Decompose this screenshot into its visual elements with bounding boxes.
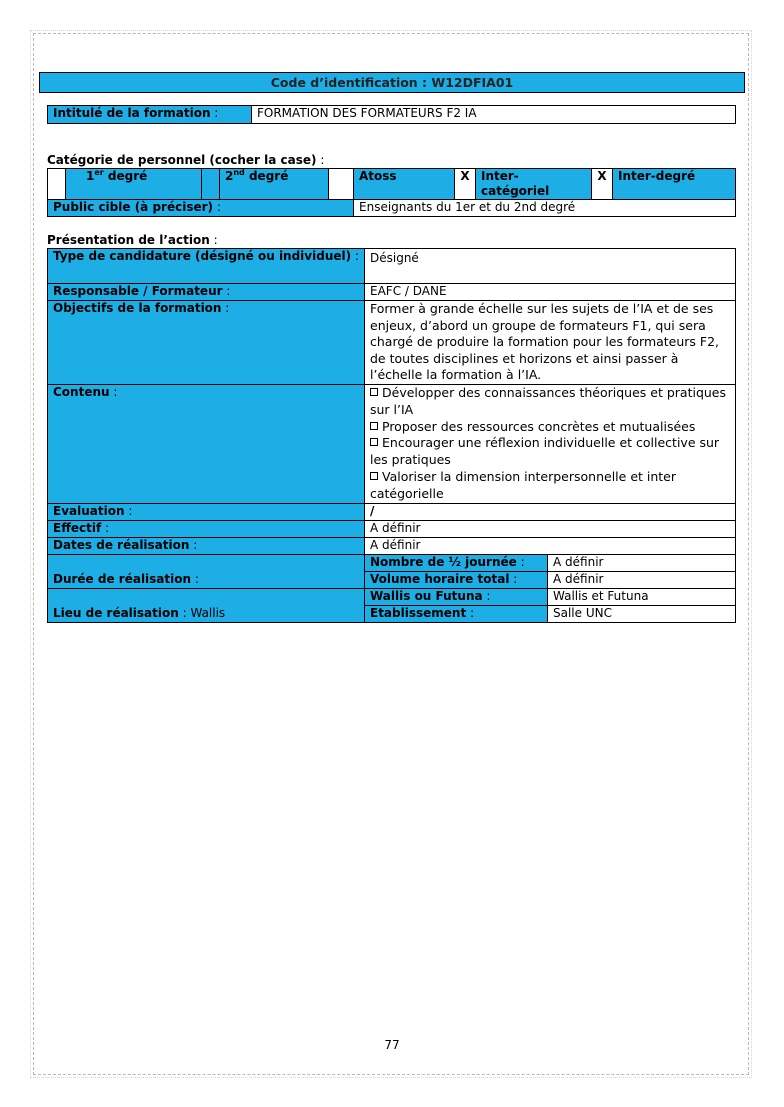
nombre-demi-journee-label: Nombre de ½ journée [370, 554, 517, 569]
presentation-title-colon: : [209, 233, 218, 247]
formation-title-table [47, 105, 736, 124]
option-2-base: 2 [225, 169, 234, 183]
nombre-demi-journee-value: A définir [548, 554, 736, 571]
checkbox-1er-degre[interactable] [48, 169, 66, 200]
objectifs-label-cell [48, 301, 365, 385]
lieu-colon: : [178, 605, 187, 620]
type-candidature-label: Type de candidature (désigné ou individuel) [53, 249, 352, 263]
evaluation-label-cell [48, 503, 365, 520]
formation-colon: : [210, 106, 219, 120]
identification-code-bar [39, 72, 745, 93]
public-cible-colon: : [213, 200, 221, 214]
volume-horaire-label-cell [365, 571, 548, 588]
objectifs-value: Former à grande échelle sur les sujets de l’IA et de ses enjeux, d’abord un groupe de formateurs F1, qui sera chargé de produire la formation pour les formateurs F2, de toutes disciplines et horizons et ainsi passer à l’échelle la formation à l’IA. [365, 301, 736, 385]
nombre-demi-journee-label-cell [365, 554, 548, 571]
duree-colon: : [191, 571, 199, 586]
contenu-item [370, 385, 730, 419]
evaluation-colon: : [124, 503, 133, 518]
contenu-list [365, 385, 736, 504]
option-inter-degre: Inter-degré [613, 169, 736, 200]
evaluation-label: Evaluation [53, 503, 125, 518]
volume-horaire-value: A définir [548, 571, 736, 588]
option-2-rest: degré [244, 169, 289, 183]
contenu-item [370, 435, 730, 469]
option-1-rest: degré [103, 169, 148, 183]
option-1er-degre [66, 169, 202, 200]
presentation-table [47, 248, 736, 623]
page-number: 77 [384, 1038, 400, 1052]
contenu-label: Contenu [53, 385, 110, 399]
volume-horaire-colon: : [509, 571, 518, 586]
contenu-item-text: Encourager une réflexion individuelle et collective sur les pratiques [370, 435, 720, 468]
option-2-sup: nd [233, 168, 245, 177]
effectif-value: A définir [365, 520, 736, 537]
dates-label-cell [48, 537, 365, 554]
public-cible-label-cell [48, 200, 354, 217]
etablissement-value: Salle UNC [548, 605, 736, 622]
presentation-title-text: Présentation de l’action [47, 233, 210, 247]
categorie-title [47, 153, 324, 167]
square-bullet-icon [370, 388, 378, 396]
dates-value: A définir [365, 537, 736, 554]
volume-horaire-label: Volume horaire total [370, 571, 510, 586]
formation-label: Intitulé de la formation [53, 106, 211, 120]
lieu-value: Wallis [186, 605, 226, 620]
formation-value: FORMATION DES FORMATEURS F2 IA [252, 106, 736, 124]
effectif-colon: : [101, 520, 110, 535]
code-label: Code d’identification : [270, 75, 428, 90]
contenu-colon: : [109, 385, 118, 399]
categorie-title-text: Catégorie de personnel (cocher la case) [47, 153, 317, 167]
responsable-label-cell [48, 284, 365, 301]
etablissement-colon: : [466, 605, 475, 620]
wallis-futuna-colon: : [482, 588, 491, 603]
responsable-colon: : [222, 284, 231, 298]
contenu-item-text: Proposer des ressources concrètes et mutualisées [382, 418, 696, 434]
dates-colon: : [189, 537, 198, 552]
checkbox-atoss[interactable] [329, 169, 354, 200]
wallis-futuna-label: Wallis ou Futuna [370, 588, 483, 603]
contenu-item-text: Développer des connaissances théoriques et pratiques sur l’IA [370, 385, 727, 417]
option-1-sup: er [94, 168, 104, 177]
public-cible-label: Public cible (à préciser) [53, 200, 214, 214]
square-bullet-icon [370, 472, 378, 480]
wallis-futuna-value: Wallis et Futuna [548, 588, 736, 605]
option-1-base: 1 [86, 169, 95, 183]
checkbox-2nd-degre[interactable] [202, 169, 220, 200]
effectif-label: Effectif [53, 520, 102, 535]
objectifs-colon: : [221, 301, 230, 315]
contenu-item-text: Valoriser la dimension interpersonnelle et inter catégorielle [370, 468, 677, 501]
option-inter-categoriel: Inter-catégoriel [476, 169, 592, 200]
dates-label: Dates de réalisation [53, 537, 190, 552]
type-candidature-value: Désigné [365, 249, 736, 284]
public-cible-value: Enseignants du 1er et du 2nd degré [354, 200, 736, 217]
formation-label-cell [48, 106, 252, 124]
objectifs-label: Objectifs de la formation [53, 301, 222, 315]
type-candidature-colon: : [351, 249, 359, 263]
duree-label: Durée de réalisation [53, 571, 192, 586]
lieu-label: Lieu de réalisation [53, 605, 179, 620]
responsable-value: EAFC / DANE [365, 284, 736, 301]
lieu-label-cell [48, 588, 365, 622]
evaluation-value: / [365, 503, 736, 520]
square-bullet-icon [370, 422, 378, 430]
checkbox-inter-categoriel[interactable]: X [455, 169, 476, 200]
contenu-item [370, 469, 730, 503]
contenu-label-cell [48, 385, 365, 504]
wallis-futuna-label-cell [365, 588, 548, 605]
categorie-table [47, 168, 736, 217]
effectif-label-cell [48, 520, 365, 537]
square-bullet-icon [370, 438, 378, 446]
checkbox-inter-degre[interactable]: X [592, 169, 613, 200]
etablissement-label-cell [365, 605, 548, 622]
code-value: W12DFIA01 [431, 75, 514, 90]
contenu-item [370, 419, 730, 436]
duree-label-cell [48, 554, 365, 588]
nombre-demi-journee-colon: : [516, 554, 525, 569]
presentation-title [47, 233, 218, 247]
type-candidature-label-cell [48, 249, 365, 284]
responsable-label: Responsable / Formateur [53, 284, 223, 298]
categorie-title-colon: : [316, 153, 325, 167]
option-atoss: Atoss [354, 169, 455, 200]
etablissement-label: Etablissement [370, 605, 467, 620]
option-2nd-degre [220, 169, 329, 200]
